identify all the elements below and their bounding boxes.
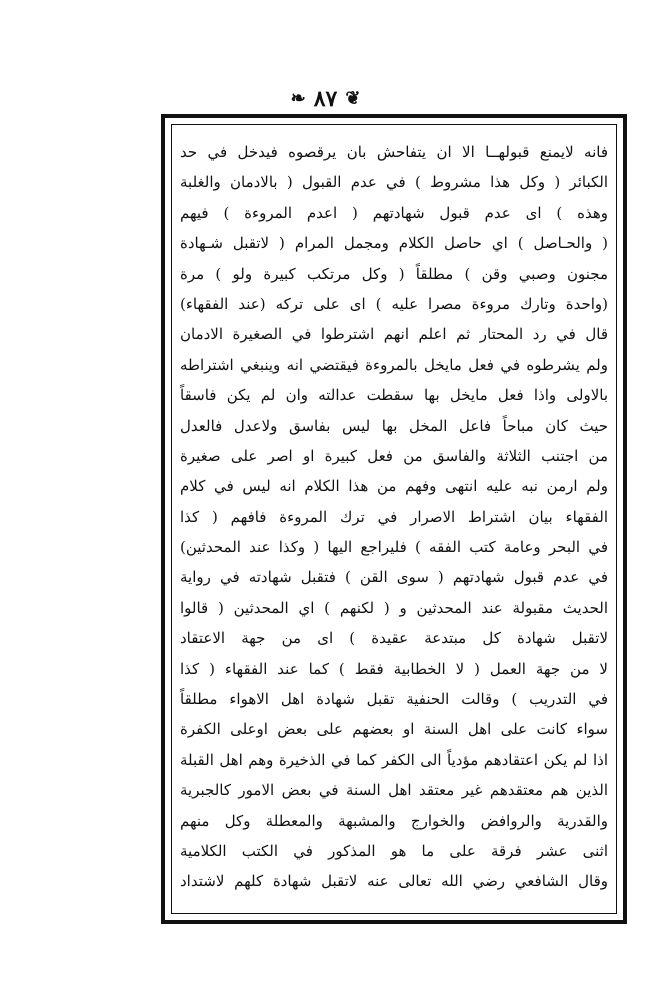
text-line: بالاولى واذا فعل مايخل بها سقطت عدالته وان لم يكن فاسقاً bbox=[180, 386, 608, 405]
text-line: الذين هم معتقدهم غير معتقد اهل السنة في بعض الامور كالجبرية bbox=[180, 781, 608, 800]
body-text bbox=[180, 137, 608, 897]
text-line: حيث كان مباحاً فاعل المخل بها ليس بفاسق ولاعدل فالعدل bbox=[180, 416, 608, 435]
text-line: في عدم قبول شهادتهم ( سوى القن ) فتقبل شهادته في رواية bbox=[180, 568, 608, 587]
text-line: في التدريب ) وقالت الحنفية تقبل شهادة اهل الاهواء مطلقاً bbox=[180, 690, 608, 709]
page-frame-inner bbox=[171, 124, 617, 914]
text-line: لاتقبل شهادة كل مبتدعة عقيدة ) اى من جهة الاعتقاد bbox=[180, 629, 608, 648]
ornament-right: ❦ bbox=[345, 88, 361, 109]
text-line: لا من جهة العمل ( لا الخطابية فقط ) كما عند الفقهاء ( كذا bbox=[180, 659, 608, 678]
text-line: في البحر وعامة كتب الفقه ) فليراجع اليها ( وكذا عند المحدثين) bbox=[180, 538, 608, 557]
ornament-left: ❧ bbox=[290, 88, 306, 109]
text-line: ( والحـاصل ) اي حاصل الكلام ومجمل المرام ( لاتقبل شـهادة bbox=[180, 234, 608, 253]
page-header bbox=[0, 82, 651, 116]
text-line: ولم يشرطوه في فعل مايخل بالمروءة فيقتضي انه وينبغي اشتراطه bbox=[180, 355, 608, 374]
page-number: ٨٧ bbox=[313, 86, 338, 112]
text-line: الكبائر ( وكل هذا مشروط ) في عدم القبول ( بالادمان والغلبة bbox=[180, 173, 608, 192]
text-line: مجنون وصبي وقن ) مطلقاً ( وكل مرتكب كبيرة ولو ) مرة bbox=[180, 264, 608, 283]
text-line: سواء كانت على اهل السنة او بعضهم على بعض اوعلى الكفرة bbox=[180, 720, 608, 739]
text-line: الفقهاء بيان اشتراط الاصرار في ترك المروءة فافهم ( كذا bbox=[180, 507, 608, 526]
text-line: (واحدة وتارك مروءة مصرا عليه ) اى على تركه (عند الفقهاء) bbox=[180, 294, 608, 313]
text-line: فانه لايمنع قبولهــا الا ان يتفاحش بان يرقصوه فيدخل في حد bbox=[180, 143, 608, 161]
page-frame bbox=[161, 114, 627, 924]
text-line: ولم ارمن نبه عليه انتهى وفهم من هذا الكلام انه ليس في كلام bbox=[180, 477, 608, 496]
text-line: الحديث مقبولة عند المحدثين و ( لكنهم ) اي المحدثين ( قالوا bbox=[180, 598, 608, 617]
text-line: اذا لم يكن اعتقادهم مؤدياً الى الكفر كما في الذخيرة وهم اهل القبلة bbox=[180, 750, 608, 769]
text-line: من اجتنب الثلاثة والفاسق من فعل كبيرة او اصر على صغيرة bbox=[180, 446, 608, 465]
text-line: قال في رد المحتار ثم اعلم انهم اشترطوا في الصغيرة الادمان bbox=[180, 325, 608, 344]
text-line: وقال الشافعي رضي الله تعالى عنه لاتقبل شهادة كلهم لاشتداد bbox=[180, 872, 608, 891]
text-line: اثنى عشر فرقة على ما هو المذكور في الكتب الكلامية bbox=[180, 841, 608, 860]
text-line: والقدرية والروافض والخوارج والمشبهة والمعطلة وكل منهم bbox=[180, 811, 608, 830]
text-line: وهذه ) اى عدم قبول شهادتهم ( اعدم المروءة ) فيهم bbox=[180, 203, 608, 222]
